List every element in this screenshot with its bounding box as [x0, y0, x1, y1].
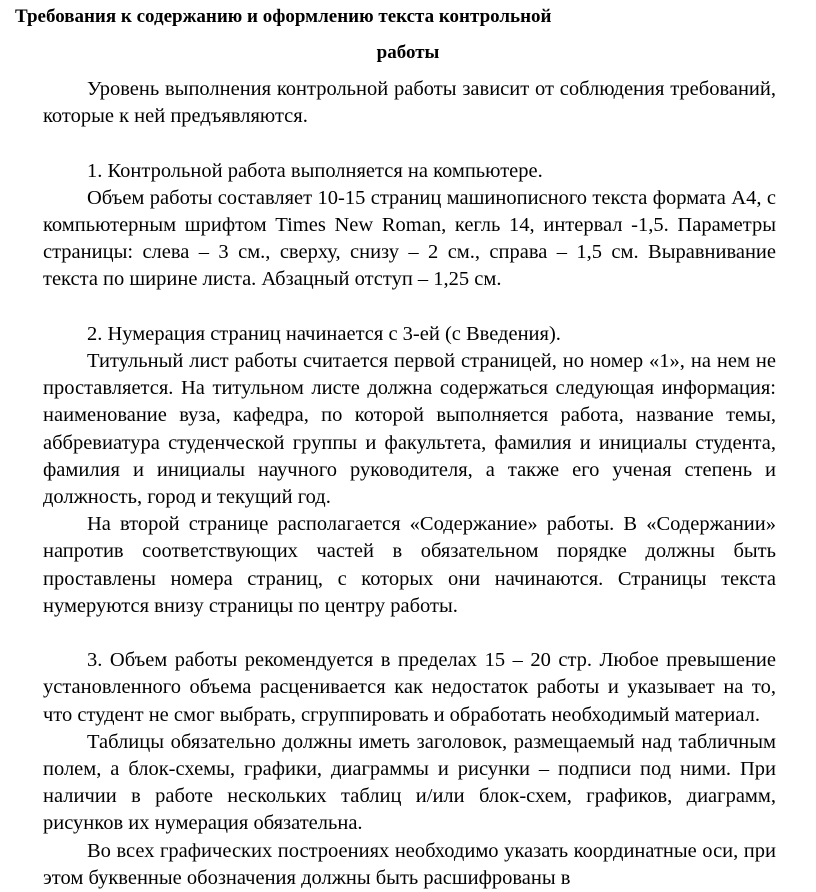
paragraph-item-3-volume: 3. Объем работы рекомендуется в пределах 15 – 20 стр. Любое превышение установленного объема расценивается как недостаток работы и указывает на то, что студент не смог выбрать, сгруппировать и обработать необходимый материал. — [43, 649, 776, 726]
document-title-line-1: Требования к содержанию и оформлению текста контрольной — [15, 6, 552, 27]
paragraph-item-2-heading: 2. Нумерация страниц начинается с 3-ей (с Введения). — [87, 322, 561, 345]
paragraph-title-page: Титульный лист работы считается первой страницей, но номер «1», на нем не проставляется. На титульном листе должна содержаться следующая информация: наименование вуза, кафедра, по которой выполняется работа, название темы, аббревиатура студенческой группы и факультета, фамилия и инициалы студента, фамилия и инициалы научного руководителя, а также его ученая степень и должность, город и текущий год. — [43, 350, 776, 509]
paragraph-graphics: Во всех графических построениях необходимо указать координатные оси, при этом буквенные обозначения должны быть расшифрованы в — [43, 839, 776, 889]
paragraph-spacer — [43, 620, 776, 647]
document-body — [43, 76, 776, 892]
paragraph-spacer — [43, 294, 776, 321]
document-title-line-2: работы — [376, 42, 440, 63]
paragraph-item-1-heading: 1. Контрольной работа выполняется на компьютере. — [87, 159, 543, 182]
paragraph-volume-format: Объем работы составляет 10-15 страниц машинописного текста формата А4, с компьютерным шрифтом Times New Roman, кегль 14, интервал -1,5. Параметры страницы: слева – 3 см., сверху, снизу – 2 см., справа – 1,5 см. Выравнивание текста по ширине листа. Абзацный отступ – 1,25 см. — [43, 186, 776, 291]
paragraph-contents: На второй странице располагается «Содержание» работы. В «Содержании» напротив соответствующих частей в обязательном порядке должны быть проставлены номера страниц, с которых они начинаются. Страницы текста нумеруются внизу страницы по центру работы. — [43, 513, 776, 617]
paragraph-intro: Уровень выполнения контрольной работы зависит от соблюдения требований, которые к ней предъявляются. — [43, 78, 776, 128]
paragraph-spacer — [43, 130, 776, 157]
paragraph-tables: Таблицы обязательно должны иметь заголовок, размещаемый над табличным полем, а блок-схемы, графики, диаграммы и рисунки – подписи под ними. При наличии в работе нескольких таблиц и/или блок-схем, графиков, диаграмм, рисунков их нумерация обязательна. — [43, 730, 776, 835]
